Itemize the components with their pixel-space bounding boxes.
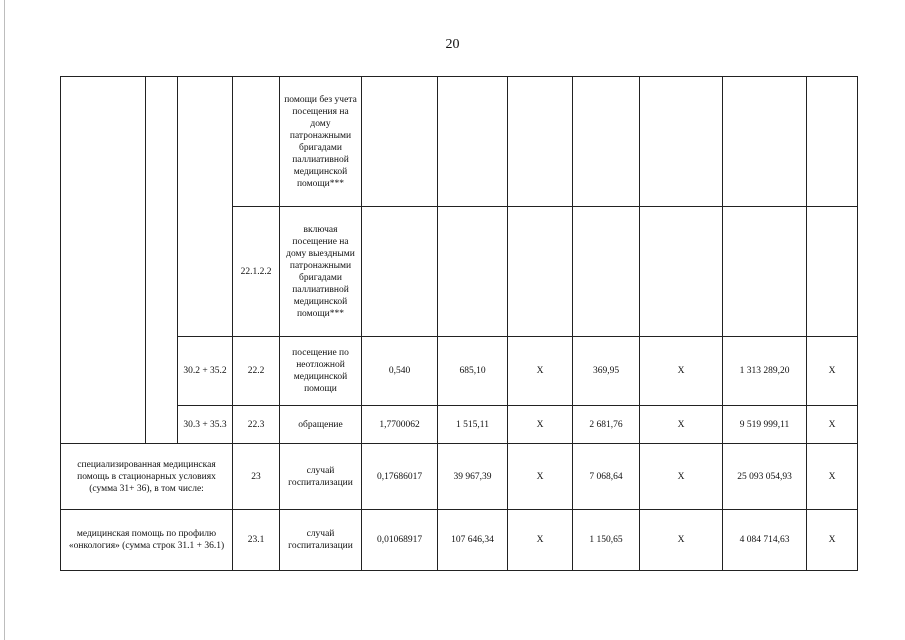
table-row bbox=[61, 444, 858, 510]
empty-cell bbox=[233, 77, 280, 207]
x-cell: Х bbox=[508, 510, 573, 571]
total-cell: 369,95 bbox=[573, 337, 640, 406]
unit-cell: помощи без учета посещения на дому патронажными бригадами паллиативной медицинской помощи*** bbox=[280, 77, 362, 207]
table-row bbox=[61, 406, 858, 444]
empty-cell bbox=[61, 77, 146, 444]
x-cell: Х bbox=[508, 337, 573, 406]
empty-cell bbox=[573, 207, 640, 337]
total-cell: 7 068,64 bbox=[573, 444, 640, 510]
line-code-cell: 23 bbox=[233, 444, 280, 510]
empty-cell bbox=[508, 77, 573, 207]
norm-cell: 0,17686017 bbox=[362, 444, 438, 510]
empty-cell bbox=[807, 77, 858, 207]
cost-cell: 107 646,34 bbox=[438, 510, 508, 571]
cost-cell: 1 515,11 bbox=[438, 406, 508, 444]
empty-cell bbox=[438, 77, 508, 207]
data-table bbox=[60, 76, 858, 571]
table-row bbox=[61, 510, 858, 571]
sum-cell: 9 519 999,11 bbox=[723, 406, 807, 444]
empty-cell bbox=[146, 77, 178, 444]
unit-cell: посещение по неотложной медицинской помощи bbox=[280, 337, 362, 406]
x-cell: Х bbox=[807, 406, 858, 444]
empty-cell bbox=[807, 207, 858, 337]
empty-cell bbox=[573, 77, 640, 207]
x-cell: Х bbox=[640, 406, 723, 444]
x-cell: Х bbox=[807, 510, 858, 571]
x-cell: Х bbox=[508, 444, 573, 510]
x-cell: Х bbox=[640, 337, 723, 406]
page-number: 20 bbox=[445, 37, 460, 52]
total-cell: 1 150,65 bbox=[573, 510, 640, 571]
sum-cell: 1 313 289,20 bbox=[723, 337, 807, 406]
norm-cell: 0,01068917 bbox=[362, 510, 438, 571]
empty-cell bbox=[723, 77, 807, 207]
sum-cell: 25 093 054,93 bbox=[723, 444, 807, 510]
unit-cell: обращение bbox=[280, 406, 362, 444]
table-row bbox=[61, 77, 858, 207]
table-row bbox=[61, 337, 858, 406]
empty-cell bbox=[508, 207, 573, 337]
line-ref-cell: 30.3 + 35.3 bbox=[178, 406, 233, 444]
line-code-cell: 23.1 bbox=[233, 510, 280, 571]
empty-cell bbox=[640, 77, 723, 207]
empty-cell bbox=[178, 77, 233, 337]
norm-cell: 0,540 bbox=[362, 337, 438, 406]
x-cell: Х bbox=[807, 444, 858, 510]
unit-cell: случай госпитализации bbox=[280, 444, 362, 510]
empty-cell bbox=[438, 207, 508, 337]
cost-cell: 39 967,39 bbox=[438, 444, 508, 510]
unit-cell: включая посещение на дому выездными патронажными бригадами паллиативной медицинской помощи*** bbox=[280, 207, 362, 337]
empty-cell bbox=[640, 207, 723, 337]
empty-cell bbox=[362, 77, 438, 207]
x-cell: Х bbox=[640, 510, 723, 571]
x-cell: Х bbox=[807, 337, 858, 406]
description-cell: медицинская помощь по профилю «онкология» (сумма строк 31.1 + 36.1) bbox=[61, 510, 233, 571]
line-code-cell: 22.3 bbox=[233, 406, 280, 444]
scan-edge bbox=[4, 0, 5, 640]
line-ref-cell: 30.2 + 35.2 bbox=[178, 337, 233, 406]
x-cell: Х bbox=[640, 444, 723, 510]
x-cell: Х bbox=[508, 406, 573, 444]
norm-cell: 1,7700062 bbox=[362, 406, 438, 444]
description-cell: специализированная медицинская помощь в стационарных условиях (сумма 31+ 36), в том числе: bbox=[61, 444, 233, 510]
sum-cell: 4 084 714,63 bbox=[723, 510, 807, 571]
line-code-cell: 22.1.2.2 bbox=[233, 207, 280, 337]
cost-cell: 685,10 bbox=[438, 337, 508, 406]
line-code-cell: 22.2 bbox=[233, 337, 280, 406]
total-cell: 2 681,76 bbox=[573, 406, 640, 444]
empty-cell bbox=[723, 207, 807, 337]
unit-cell: случай госпитализации bbox=[280, 510, 362, 571]
empty-cell bbox=[362, 207, 438, 337]
